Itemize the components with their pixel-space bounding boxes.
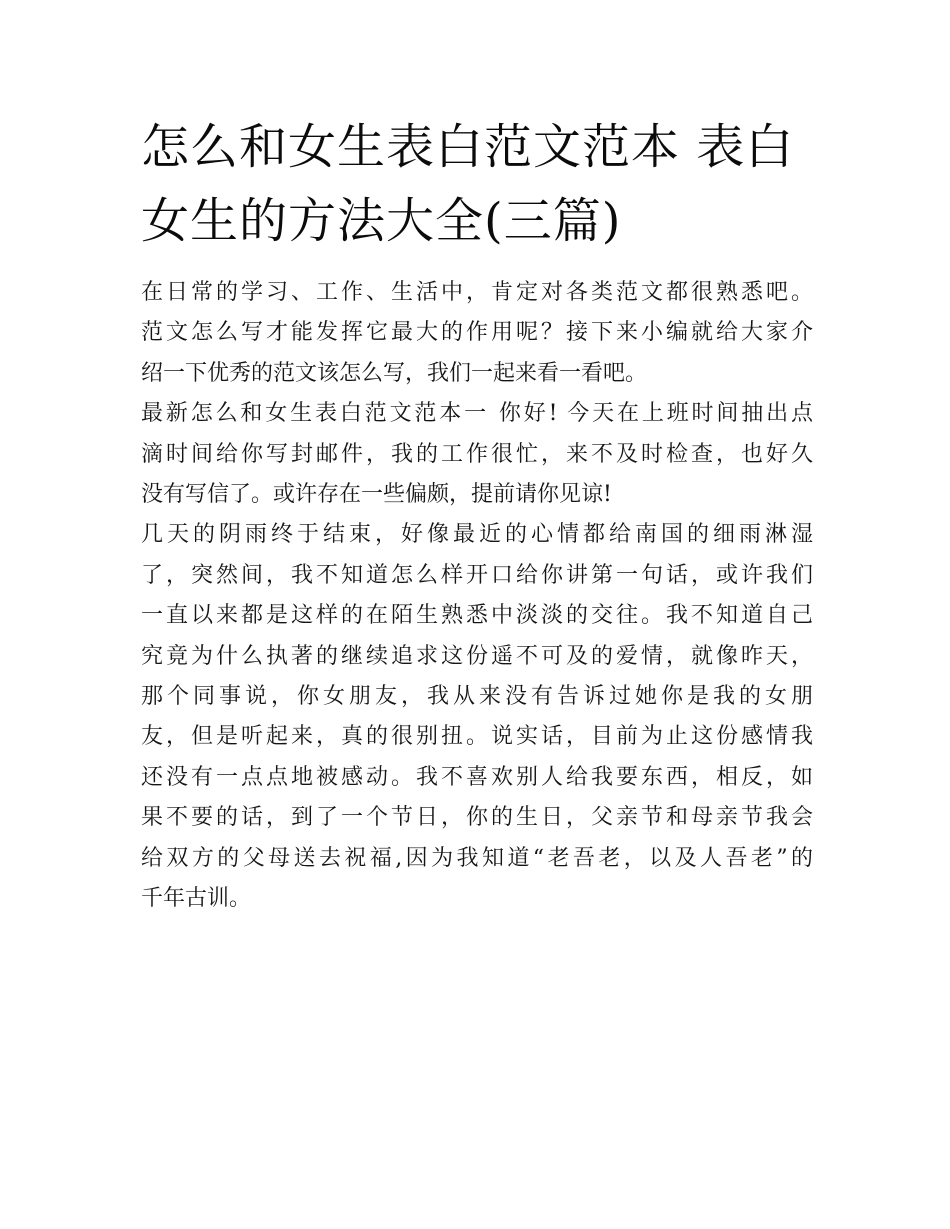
paragraph-intro (141, 273, 813, 394)
text-line: 究竟为什么执著的继续追求这份遥不可及的爱情，就像昨天， (141, 643, 813, 669)
text-line: 滴时间给你写封邮件，我的工作很忙，来不及时检查，也好久 (141, 441, 813, 467)
title-line: 怎么和女生表白范文范本 表白 (141, 119, 795, 175)
paragraph-main (141, 515, 813, 919)
text-line: 在日常的学习、工作、生活中，肯定对各类范文都很熟悉吧。 (141, 280, 813, 305)
text-line: 那个同事说，你女朋友，我从来没有告诉过她你是我的女朋 (141, 684, 813, 710)
paragraph-greeting (141, 394, 813, 515)
text-line: 还没有一点点地被感动。我不喜欢别人给我要东西，相反，如 (141, 764, 813, 790)
text-line: 了，突然间，我不知道怎么样开口给你讲第一句话，或许我们 (141, 562, 813, 588)
text-line: 几天的阴雨终于结束，好像最近的心情都给南国的细雨淋湿 (141, 522, 813, 548)
document-body (141, 273, 813, 920)
document-title (141, 110, 813, 258)
text-line: 范文怎么写才能发挥它最大的作用呢？接下来小编就给大家介 (141, 320, 813, 346)
text-line: 给双方的父母送去祝福,因为我知道“老吾老，以及人吾老”的 (141, 845, 813, 871)
text-line: 果不要的话，到了一个节日，你的生日，父亲节和母亲节我会 (141, 805, 813, 831)
text-line: 没有写信了。或许存在一些偏颇，提前请你见谅! (141, 482, 612, 508)
text-line: 一直以来都是这样的在陌生熟悉中淡淡的交往。我不知道自己 (141, 603, 813, 629)
document-content (141, 110, 813, 920)
text-line: 最新怎么和女生表白范文范本一 你好! 今天在上班时间抽出点 (141, 401, 813, 427)
text-line: 千年古训。 (141, 886, 252, 912)
text-line: 绍一下优秀的范文该怎么写，我们一起来看一看吧。 (141, 360, 648, 386)
text-line: 友，但是听起来，真的很别扭。说实话，目前为止这份感情我 (141, 724, 813, 750)
title-line: 女生的方法大全(三篇) (141, 193, 622, 249)
